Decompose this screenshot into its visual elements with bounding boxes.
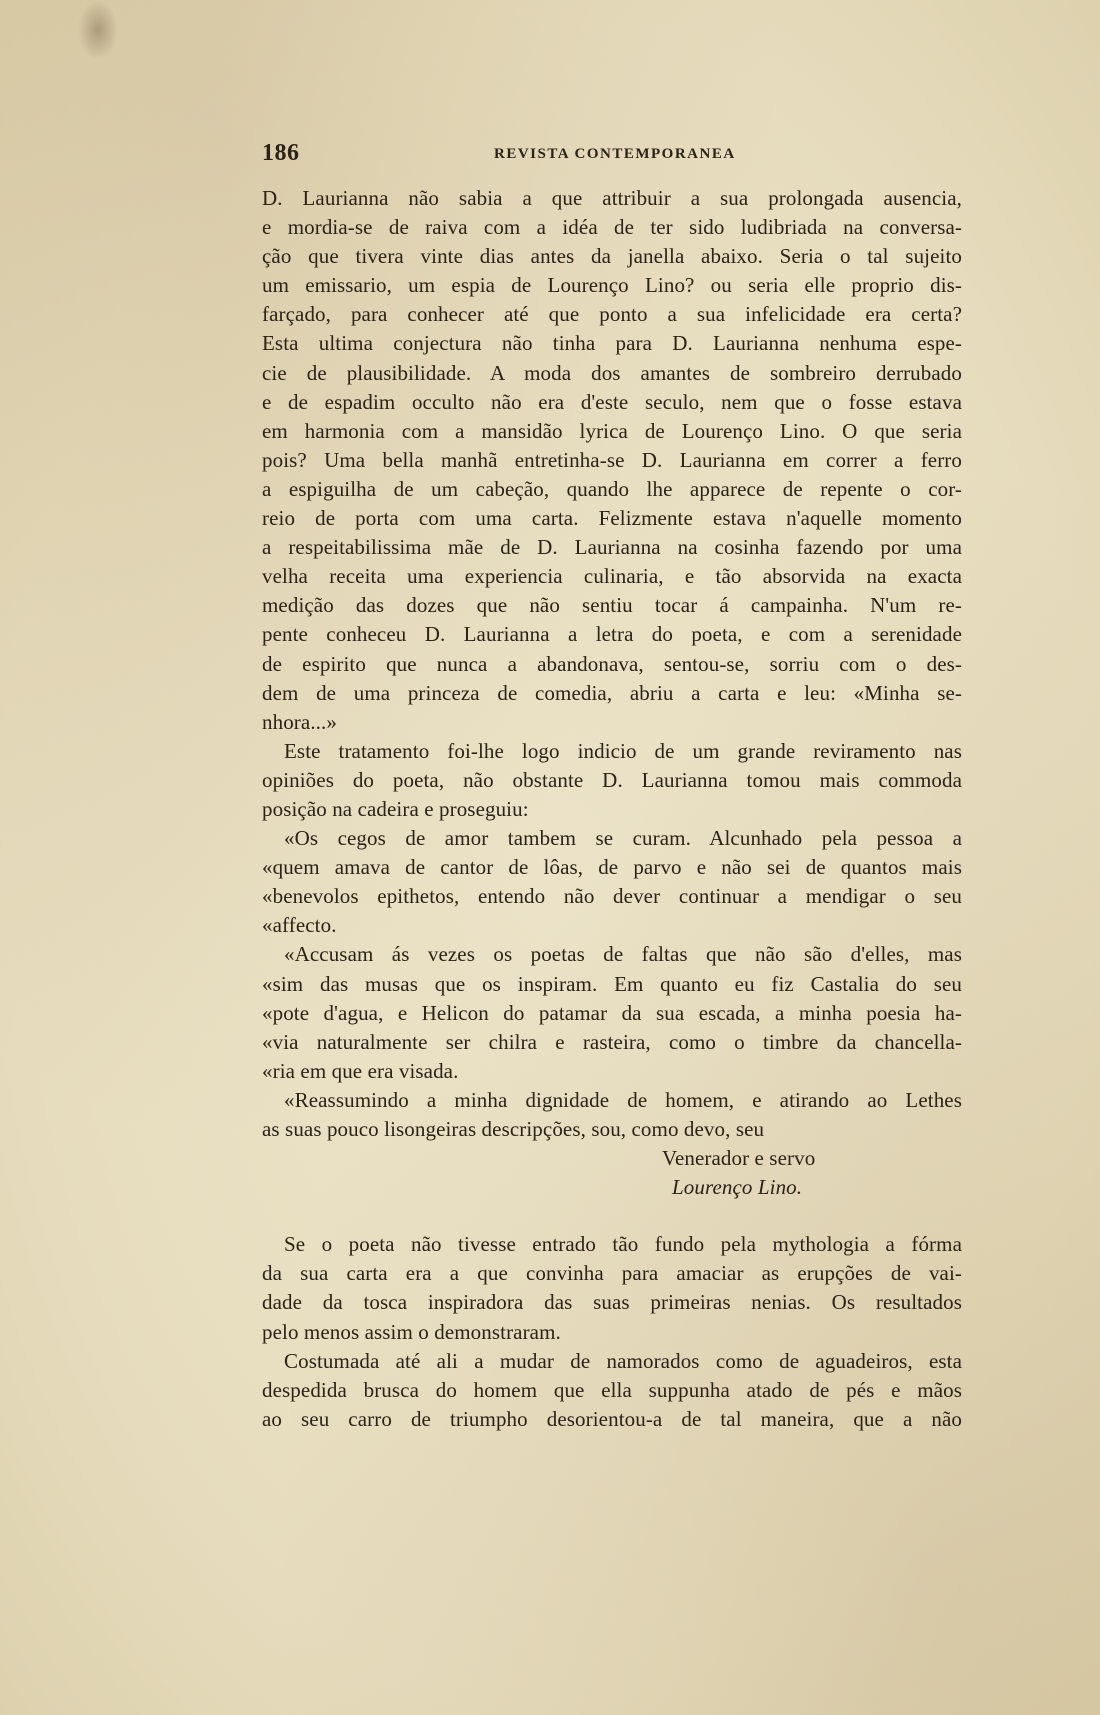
- text-line: dade da tosca inspiradora das suas primeiras nenias. Os resultados: [262, 1290, 962, 1315]
- text-line: pente conheceu D. Laurianna a letra do poeta, e com a serenidade: [262, 622, 962, 647]
- signature-closing: Venerador e servo: [662, 1146, 816, 1171]
- letter-line: «affecto.: [262, 913, 337, 938]
- text-line: da sua carta era a que convinha para amaciar as erupções de vai-: [262, 1261, 962, 1286]
- text-line: em harmonia com a mansidão lyrica de Lourenço Lino. O que seria: [262, 418, 962, 443]
- text-line: posição na cadeira e proseguiu:: [262, 796, 529, 821]
- text-line: de espirito que nunca a abandonava, sentou-se, sorriu com o des-: [262, 651, 962, 676]
- ink-stain: [78, 0, 118, 60]
- text-line: D. Laurianna não sabia a que attribuir a sua prolongada ausencia,: [262, 186, 962, 210]
- text-line: Esta ultima conjectura não tinha para D. Laurianna nenhuma espe-: [262, 331, 962, 356]
- letter-line: «Accusam ás vezes os poetas de faltas que não são d'elles, mas: [284, 942, 962, 967]
- text-line: despedida brusca do homem que ella suppunha atado de pés e mãos: [262, 1377, 962, 1402]
- text-line: ao seu carro de triumpho desorientou-a de tal maneira, que a não: [262, 1406, 962, 1431]
- letter-line: «via naturalmente ser chilra e rasteira, como o timbre da chancella-: [262, 1029, 962, 1054]
- text-line: e de espadim occulto não era d'este seculo, nem que o fosse estava: [262, 389, 962, 414]
- text-line: a espiguilha de um cabeção, quando lhe apparece de repente o cor-: [262, 476, 962, 501]
- text-line: Costumada até ali a mudar de namorados como de aguadeiros, esta: [284, 1348, 962, 1373]
- letter-line: «Reassumindo a minha dignidade de homem, e atirando ao Lethes: [284, 1087, 962, 1112]
- text-line: e mordia-se de raiva com a idéa de ter sido ludibriada na conversa-: [262, 215, 962, 240]
- page-header: [262, 140, 962, 170]
- text-line: Se o poeta não tivesse entrado tão fundo pela mythologia a fórma: [284, 1232, 962, 1257]
- letter-line: «Os cegos de amor tambem se curam. Alcunhado pela pessoa a: [284, 826, 962, 851]
- letter-line: «pote d'agua, e Helicon do patamar da sua escada, a minha poesia ha-: [262, 1000, 962, 1025]
- signature-name: Lourenço Lino.: [672, 1175, 803, 1200]
- letter-line: as suas pouco lisongeiras descripções, sou, como devo, seu: [262, 1117, 765, 1141]
- text-line: pois? Uma bella manhã entretinha-se D. Laurianna em correr a ferro: [262, 447, 962, 472]
- text-line: a respeitabilissima mãe de D. Laurianna na cosinha fazendo por uma: [262, 535, 962, 560]
- letter-line: «benevolos epithetos, entendo não dever continuar a mendigar o seu: [262, 884, 962, 909]
- text-line: Este tratamento foi-lhe logo indicio de um grande reviramento nas: [284, 738, 962, 763]
- section-gap: [262, 1202, 962, 1230]
- text-line: ção que tivera vinte dias antes da janella abaixo. Seria o tal sujeito: [262, 244, 962, 269]
- text-line: um emissario, um espia de Lourenço Lino? ou seria elle proprio dis-: [262, 273, 962, 298]
- text-line: reio de porta com uma carta. Felizmente estava n'aquelle momento: [262, 506, 962, 531]
- page-body: [262, 184, 962, 1434]
- letter-line: «quem amava de cantor de lôas, de parvo e não sei de quantos mais: [262, 855, 962, 880]
- text-line: opiniões do poeta, não obstante D. Laurianna tomou mais commoda: [262, 767, 962, 792]
- letter-line: «ria em que era visada.: [262, 1058, 459, 1083]
- running-title: REVISTA CONTEMPORANEA: [494, 146, 736, 162]
- text-line: nhora...»: [262, 709, 337, 734]
- text-line: velha receita uma experiencia culinaria, e tão absorvida na exacta: [262, 564, 962, 589]
- text-line: cie de plausibilidade. A moda dos amantes de sombreiro derrubado: [262, 360, 962, 385]
- page-number: 186: [262, 140, 300, 166]
- text-line: farçado, para conhecer até que ponto a sua infelicidade era certa?: [262, 302, 962, 327]
- text-line: dem de uma princeza de comedia, abriu a carta e leu: «Minha se-: [262, 680, 962, 705]
- letter-line: «sim das musas que os inspiram. Em quanto eu fiz Castalia do seu: [262, 971, 962, 996]
- text-line: pelo menos assim o demonstraram.: [262, 1319, 561, 1344]
- text-line: medição das dozes que não sentiu tocar á campainha. N'um re-: [262, 593, 962, 618]
